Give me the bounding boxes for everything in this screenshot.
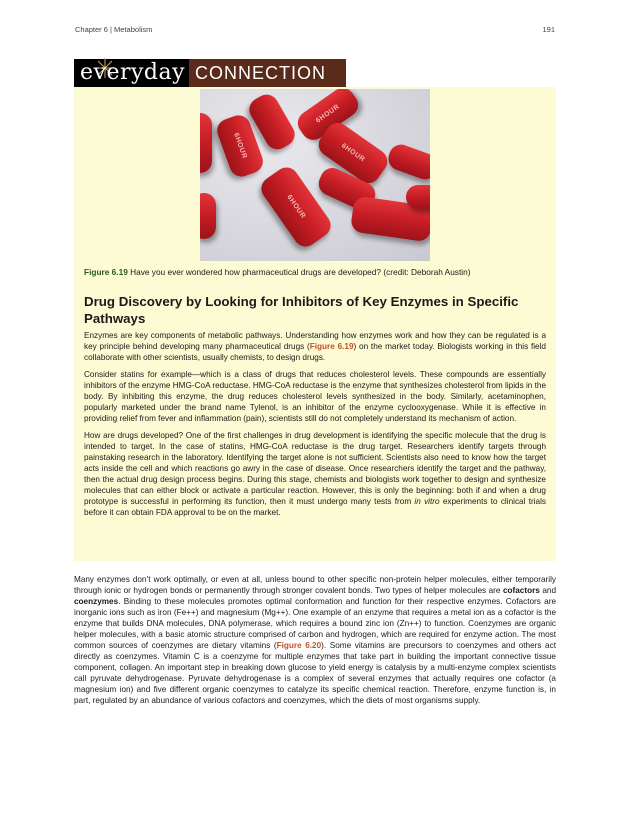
term-cofactors: cofactors [502,586,540,595]
pills-photo [200,89,430,261]
text-run: ). Some vitamins are precursors to coenzymes and others act directly as coenzymes. Vitamin C is a coenzyme for multiple enzymes that take part in building the important connective tissue component, collagen. An important step in breaking down glucose to yield energy is catalysis by a multi-enzyme complex scientists call pyruvate dehydrogenase. Pyruvate dehydrogenase is a complex of several enzymes that actually requires one cofactor (a magnesium ion) and five different organic coenzymes to catalyze its specific chemical reaction. Therefore, enzyme function is, in part, regulated by an abundance of various cofactors and coenzymes, which the diets of most organisms supply. [74,641,556,705]
main-paragraph [74,574,556,706]
text-run: experiments to clinical trials before it can obtain FDA approval to be on the market. [84,497,546,517]
banner-connection: CONNECTION [189,59,346,87]
pill-imprint: 6HOUR [339,142,367,164]
pill-imprint: 6HOUR [285,193,307,221]
figure-link[interactable]: Figure 6.19 [309,342,354,351]
feature-title: Drug Discovery by Looking for Inhibitors of Key Enzymes in Specific Pathways [84,294,519,326]
banner-everyday [74,59,189,87]
term-coenzymes: coenzymes [74,597,119,606]
figure-label: Figure 6.19 [84,267,128,277]
pill [200,193,216,239]
banner-everyday-text: everyday [80,60,186,85]
chapter-title: Chapter 6 | Metabolism [75,25,153,34]
text-run: How are drugs developed? One of the first challenges in drug development is identifying the specific molecule that the drug is intended to target. In the case of statins, HMG-CoA reductase is the drug target. Researchers identify targets through painstaking research in the laboratory. Identifying the target alone is not sufficient. Scientists also need to know how the target acts inside the cell and which reactions go awry in the case of disease. Once researchers identify the target and the pathway, then the actual drug design process begins. During this stage, chemists and biologists work together to design and synthesize molecules that can either block or activate a particular reaction. However, this is only the beginning: both if and when a drug prototype is successful in performing its function, then it must undergo many tests from [84,431,546,506]
text-run: Enzymes are key components of metabolic pathways. Understanding how enzymes work and how they can be regulated is a key principle behind developing many pharmaceutical drugs ( [84,331,546,351]
pill [200,113,212,173]
feature-paragraph-2: Consider statins for example—which is a class of drugs that reduces cholesterol levels. These compounds are essentially inhibitors of the enzyme HMG-CoA reductase. HMG-CoA reductase is the enzyme that synthesizes cholesterol from lipids in the body. By inhibiting this enzyme, the drug reduces cholesterol levels synthesized in the body. Similarly, acetaminophen, popularly marketed under the brand name Tylenol, is an inhibitor of the enzyme cyclooxygenase. While it is effective in providing relief from fever and inflammation (pain), scientists still do not completely understand its mechanism of action. [84,370,546,423]
text-run: . Binding to these molecules promotes optimal conformation and function for their respective enzymes. Cofactors are inorganic ions such as iron (Fe++) and magnesium (Mg++). One example of an enzyme that requires a metal ion as a cofactor is the enzyme that builds DNA molecules, DNA polymerase, which requires a bound zinc ion (Zn++) to function. Coenzymes are organic helper molecules, with a basic atomic structure comprised of carbon and hydrogen, which are required for enzyme action. The most common sources of coenzymes are dietary vitamins ( [74,597,556,650]
running-header [75,25,555,34]
figure-caption [84,267,546,277]
text-run: Many enzymes don’t work optimally, or even at all, unless bound to other specific non-protein helper molecules, either temporarily through ionic or hydrogen bonds or permanently through stronger covalent bonds. Two types of helper molecules are [74,575,556,595]
everyday-connection-banner [74,59,346,87]
pill [385,141,430,183]
page-number: 191 [542,25,555,34]
feature-paragraph-1 [84,330,546,363]
figure-caption-text: Have you ever wondered how pharmaceutical drugs are developed? (credit: Deborah Austin) [127,267,471,277]
figure-link[interactable]: Figure 6.20 [276,641,322,650]
feature-box [74,87,556,561]
italic-term: in vitro [414,497,440,506]
text-run: and [539,586,556,595]
pill-imprint: 6HOUR [314,103,342,125]
pill [406,185,430,209]
pill-imprint: 6HOUR [232,132,248,160]
feature-paragraph-3 [84,430,546,518]
feature-body [84,330,546,524]
text-run: ) on the market today. Biologists working in this field collaborate with other scientists, usually chemists, to design drugs. [84,342,546,362]
